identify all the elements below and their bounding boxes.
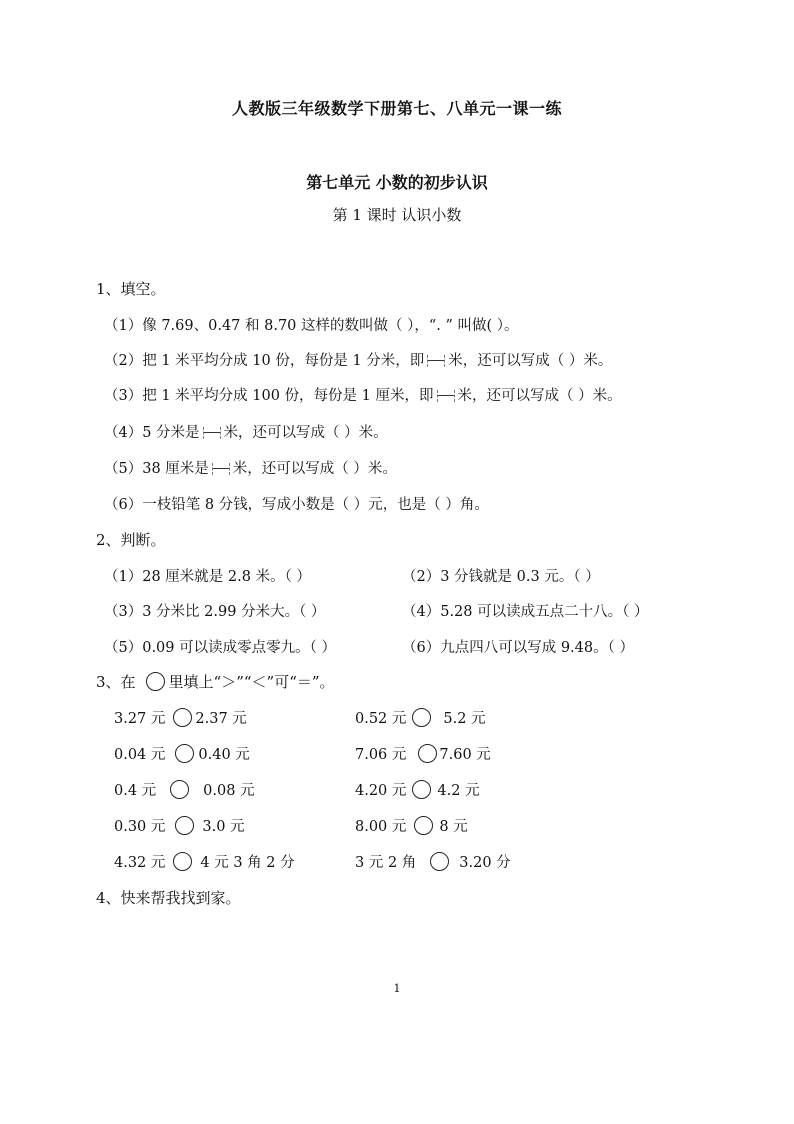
judge-item: （1）28 厘米就是 2.8 米。（ ） [104, 569, 311, 585]
q5-text-b: 米，还可以写成（ ）米。 [232, 461, 397, 477]
circle-blank-icon[interactable] [170, 780, 189, 799]
compare-item [355, 707, 486, 728]
compare-left: 7.06 元 [355, 747, 407, 763]
compare-left: 3.27 元 [114, 711, 166, 727]
compare-left: 3 元 2 角 [355, 855, 417, 871]
fraction-placeholder-icon [426, 354, 446, 368]
compare-item [114, 851, 295, 872]
compare-item [114, 743, 250, 764]
section-3-heading [96, 671, 335, 692]
compare-right: 0.08 元 [203, 783, 255, 799]
section-4-heading: 4、快来帮我找到家。 [96, 889, 241, 907]
circle-blank-icon[interactable] [175, 816, 194, 835]
circle-blank-icon[interactable] [173, 708, 192, 727]
compare-right: 4 元 3 角 2 分 [200, 855, 295, 871]
compare-right: 8 元 [439, 819, 468, 835]
circle-blank-icon[interactable] [430, 852, 449, 871]
fill-blank-q5 [104, 457, 397, 478]
q3-text-b: 米，还可以写成（ ）米。 [457, 388, 622, 404]
fraction-placeholder-icon [211, 462, 231, 476]
compare-left: 0.30 元 [114, 819, 166, 835]
fill-blank-q4 [104, 421, 388, 442]
circle-blank-icon[interactable] [418, 744, 437, 763]
circle-blank-icon[interactable] [173, 852, 192, 871]
circle-blank-icon[interactable] [412, 780, 431, 799]
q4-text-b: 米，还可以写成（ ）米。 [223, 425, 388, 441]
compare-item [114, 815, 245, 836]
q4-text-a: （4）5 分米是 [104, 425, 200, 441]
compare-item [355, 815, 468, 836]
compare-left: 4.32 元 [114, 855, 166, 871]
compare-right: 7.60 元 [439, 747, 491, 763]
compare-left: 4.20 元 [355, 783, 407, 799]
compare-item [114, 707, 247, 728]
q2-text-b: 米，还可以写成（ ）米。 [448, 353, 613, 369]
judge-item: （5）0.09 可以读成零点零九。（ ） [104, 640, 336, 656]
section-3-heading-b: 里填上“＞”“＜”可“＝”。 [168, 673, 335, 691]
compare-left: 0.4 元 [114, 783, 157, 799]
judge-item: （2）3 分钱就是 0.3 元。（ ） [402, 569, 600, 585]
fraction-placeholder-icon [436, 389, 456, 403]
fill-blank-q1: （1）像 7.69、0.47 和 8.70 这样的数叫做（ ），“. ” 叫做( ）。 [104, 318, 519, 334]
unit-title: 第七单元 小数的初步认识 [306, 173, 488, 192]
fill-blank-q3 [104, 384, 622, 405]
lesson-title: 第 1 课时 认识小数 [332, 206, 462, 224]
circle-icon [146, 672, 165, 691]
judge-item: （6）九点四八可以写成 9.48。（ ） [402, 640, 634, 656]
fill-blank-q6: （6）一枝铅笔 8 分钱，写成小数是（ ）元，也是（ ）角。 [104, 497, 489, 513]
page-number: 1 [393, 982, 401, 995]
q3-text-a: （3）把 1 米平均分成 100 份，每份是 1 厘米，即 [104, 388, 434, 404]
circle-blank-icon[interactable] [412, 708, 431, 727]
compare-left: 8.00 元 [355, 819, 407, 835]
compare-right: 3.0 元 [202, 819, 245, 835]
compare-item [355, 779, 480, 800]
q5-text-a: （5）38 厘米是 [104, 461, 209, 477]
compare-item [355, 851, 511, 872]
section-2-heading: 2、判断。 [96, 531, 166, 549]
compare-right: 0.40 元 [198, 747, 250, 763]
section-3-heading-a: 3、在 [96, 673, 136, 691]
circle-blank-icon[interactable] [414, 816, 433, 835]
compare-left: 0.52 元 [355, 711, 407, 727]
compare-item [355, 743, 491, 764]
compare-item [114, 779, 255, 800]
judge-item: （4）5.28 可以读成五点二十八。（ ） [402, 604, 649, 620]
compare-right: 3.20 分 [459, 855, 511, 871]
compare-left: 0.04 元 [114, 747, 166, 763]
q2-text-a: （2）把 1 米平均分成 10 份，每份是 1 分米，即 [104, 353, 425, 369]
circle-blank-icon[interactable] [175, 744, 194, 763]
section-1-heading: 1、填空。 [96, 280, 166, 298]
fill-blank-q2 [104, 349, 612, 370]
judge-item: （3）3 分米比 2.99 分米大。（ ） [104, 604, 326, 620]
compare-right: 4.2 元 [437, 783, 480, 799]
compare-right: 2.37 元 [195, 711, 247, 727]
compare-right: 5.2 元 [443, 711, 486, 727]
document-title: 人教版三年级数学下册第七、八单元一课一练 [231, 99, 562, 118]
fraction-placeholder-icon [202, 426, 222, 440]
